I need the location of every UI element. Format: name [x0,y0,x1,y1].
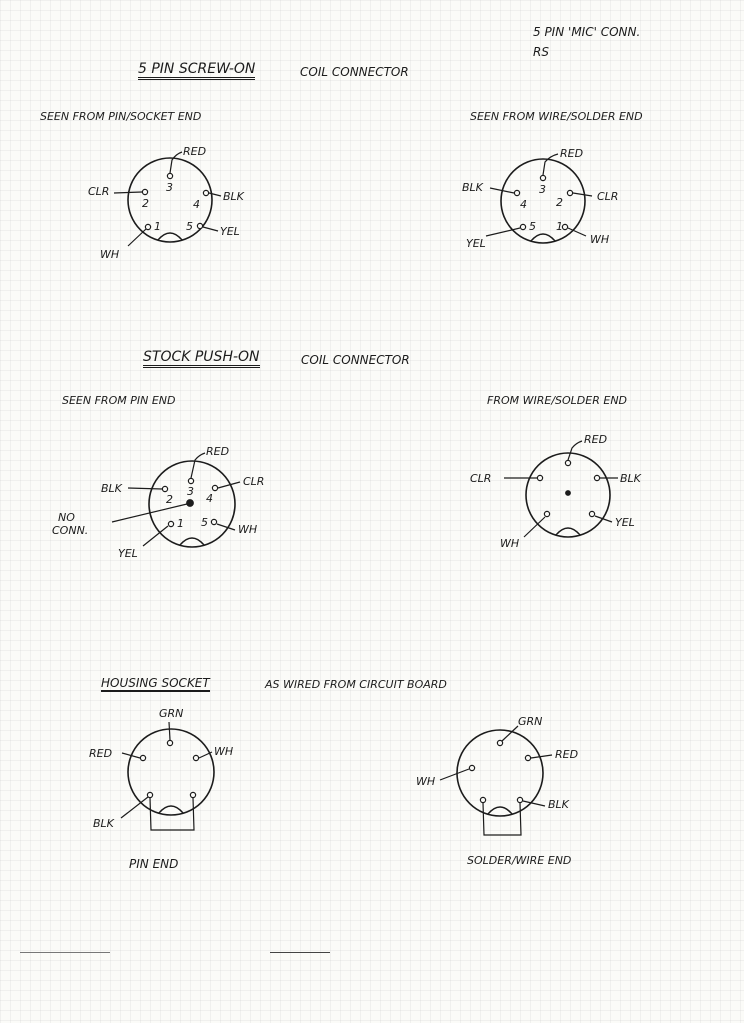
section1-title: 5 PIN SCREW-ON [138,62,255,80]
label-red: RED [206,445,230,458]
label-wh: WH [100,248,120,261]
wire-red [531,755,552,758]
label-red: RED [183,145,207,158]
label-no-conn-line2: CONN. [52,524,89,537]
label-wh: WH [238,523,258,536]
wire-wh [440,769,469,780]
pin-number-2: 2 [166,493,173,506]
page-rule-left [20,952,110,953]
section2-title: STOCK PUSH-ON [143,350,260,368]
label-blk: BLK [93,817,114,830]
pin-number-4: 4 [520,198,527,211]
section3-left-caption: PIN END [129,857,179,871]
pin-number-1: 1 [154,220,161,233]
section2-subtitle: COIL CONNECTOR [301,353,410,367]
corner-note-title: 5 PIN 'MIC' CONN. [533,25,641,39]
pin-jumper-socket [480,797,485,802]
section3-right-caption: SOLDER/WIRE END [467,854,572,867]
section2-right-caption: FROM WIRE/SOLDER END [487,394,628,407]
label-wh: WH [500,537,520,550]
label-red: RED [560,147,584,160]
label-blk: BLK [620,472,641,485]
pin-number-4: 4 [206,492,213,505]
pin-number-1: 1 [177,517,184,530]
wire-blk [523,801,545,806]
label-blk: BLK [223,190,244,203]
label-yel: YEL [220,225,240,238]
pin-blk-socket [517,797,522,802]
pin-number-5: 5 [186,220,193,233]
label-grn: GRN [518,715,543,728]
pin-red-socket [525,755,530,760]
label-clr: CLR [243,475,265,488]
pin-number-4: 4 [193,198,200,211]
section1-left-caption: SEEN FROM PIN/SOCKET END [40,110,202,123]
label-grn: GRN [159,707,184,720]
page-rule-center [270,952,330,953]
label-clr: CLR [597,190,619,203]
pin-number-3: 3 [166,181,173,194]
label-yel: YEL [466,237,486,250]
socket-key-notch [488,807,512,814]
pin-number-3: 3 [539,183,546,196]
section1-right-caption: SEEN FROM WIRE/SOLDER END [470,110,643,123]
pin-number-2: 2 [556,196,563,209]
pin-number-5: 5 [201,516,208,529]
label-red: RED [555,748,579,761]
pin-number-5: 5 [529,220,536,233]
pin-number-1: 1 [556,220,563,233]
section3-title: HOUSING SOCKET [101,676,210,690]
label-red: RED [89,747,113,760]
section1-subtitle: COIL CONNECTOR [300,65,409,79]
corner-note-initials: RS [533,45,549,59]
label-wh: WH [416,775,436,788]
pin-number-3: 3 [187,485,194,498]
label-wh: WH [590,233,610,246]
label-wh: WH [214,745,234,758]
label-blk: BLK [101,482,122,495]
pin-number-2: 2 [142,197,149,210]
label-yel: YEL [118,547,138,560]
section2-left-caption: SEEN FROM PIN END [62,394,176,407]
label-blk: BLK [548,798,569,811]
label-clr: CLR [88,185,110,198]
label-red: RED [584,433,608,446]
label-clr: CLR [470,472,492,485]
pin-wh-socket [469,765,474,770]
label-blk: BLK [462,181,483,194]
pin-grn-socket [497,740,502,745]
label-no-conn-line1: NO [58,511,75,524]
section3-subtitle: AS WIRED FROM CIRCUIT BOARD [265,678,447,691]
label-yel: YEL [615,516,635,529]
